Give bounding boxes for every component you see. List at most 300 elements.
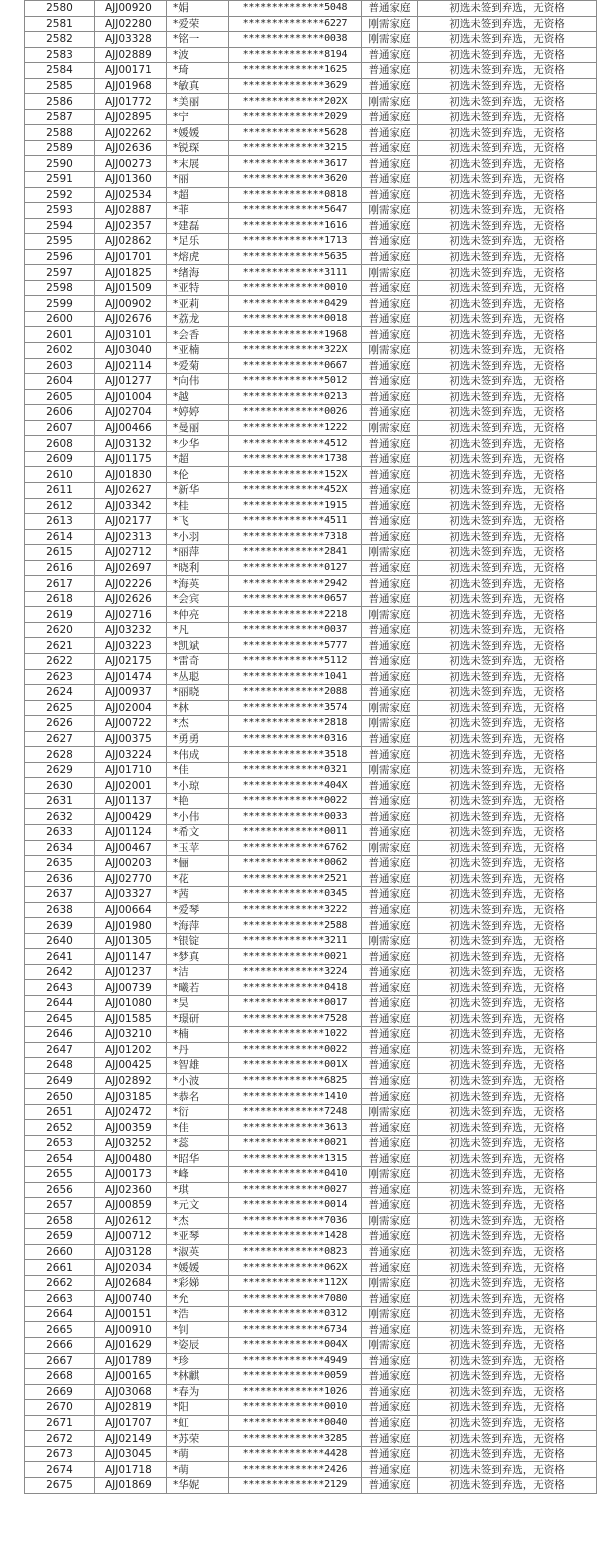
- row-number: 2590: [25, 156, 95, 172]
- table-row: [25, 467, 597, 483]
- row-number: 2589: [25, 140, 95, 156]
- applicant-name: *姿辰: [167, 1338, 229, 1354]
- applicant-code: AJJ02712: [95, 545, 167, 561]
- row-number: 2632: [25, 809, 95, 825]
- applicant-name: *允: [167, 1291, 229, 1307]
- table-row: [25, 94, 597, 110]
- family-type: 普通家庭: [362, 653, 418, 669]
- applicant-name: *媛媛: [167, 1260, 229, 1276]
- applicant-name: *璟研: [167, 1011, 229, 1027]
- row-number: 2653: [25, 1135, 95, 1151]
- id-number: **************4512: [229, 436, 362, 452]
- result-status: 初选未签到弃选，无资格: [418, 653, 597, 669]
- table-row: [25, 964, 597, 980]
- applicant-name: *峰: [167, 1167, 229, 1183]
- id-number: **************1315: [229, 1151, 362, 1167]
- result-status: 初选未签到弃选，无资格: [418, 622, 597, 638]
- family-type: 普通家庭: [362, 1011, 418, 1027]
- applicant-code: AJJ01360: [95, 172, 167, 188]
- row-number: 2616: [25, 560, 95, 576]
- applicant-code: AJJ03128: [95, 1244, 167, 1260]
- table-row: [25, 187, 597, 203]
- id-number: **************7318: [229, 529, 362, 545]
- applicant-name: *智雄: [167, 1058, 229, 1074]
- result-table-body: [25, 1, 597, 1494]
- applicant-code: AJJ02676: [95, 311, 167, 327]
- applicant-code: AJJ03132: [95, 436, 167, 452]
- family-type: 普通家庭: [362, 1446, 418, 1462]
- id-number: **************1738: [229, 451, 362, 467]
- row-number: 2625: [25, 700, 95, 716]
- table-row: [25, 389, 597, 405]
- applicant-code: AJJ02819: [95, 1400, 167, 1416]
- row-number: 2609: [25, 451, 95, 467]
- id-number: **************404X: [229, 778, 362, 794]
- applicant-name: *琪: [167, 1182, 229, 1198]
- family-type: 普通家庭: [362, 902, 418, 918]
- id-number: **************0410: [229, 1167, 362, 1183]
- result-status: 初选未签到弃选，无资格: [418, 1027, 597, 1043]
- applicant-name: *新华: [167, 482, 229, 498]
- family-type: 普通家庭: [362, 311, 418, 327]
- applicant-code: AJJ00467: [95, 840, 167, 856]
- applicant-name: *曼丽: [167, 420, 229, 436]
- id-number: **************2426: [229, 1462, 362, 1478]
- applicant-code: AJJ01080: [95, 996, 167, 1012]
- applicant-code: AJJ02892: [95, 1073, 167, 1089]
- family-type: 普通家庭: [362, 576, 418, 592]
- id-number: **************152X: [229, 467, 362, 483]
- family-type: 普通家庭: [362, 1058, 418, 1074]
- applicant-code: AJJ00173: [95, 1167, 167, 1183]
- row-number: 2661: [25, 1260, 95, 1276]
- table-row: [25, 436, 597, 452]
- applicant-name: *洁: [167, 964, 229, 980]
- result-status: 初选未签到弃选，无资格: [418, 1369, 597, 1385]
- table-row: [25, 343, 597, 359]
- applicant-name: *银锭: [167, 933, 229, 949]
- applicant-code: AJJ03252: [95, 1135, 167, 1151]
- family-type: 普通家庭: [362, 1431, 418, 1447]
- applicant-name: *婷婷: [167, 405, 229, 421]
- family-type: 刚需家庭: [362, 545, 418, 561]
- applicant-code: AJJ03328: [95, 32, 167, 48]
- applicant-name: *爱菊: [167, 358, 229, 374]
- row-number: 2631: [25, 793, 95, 809]
- family-type: 普通家庭: [362, 887, 418, 903]
- applicant-name: *凡: [167, 622, 229, 638]
- applicant-code: AJJ02313: [95, 529, 167, 545]
- row-number: 2646: [25, 1027, 95, 1043]
- applicant-name: *越: [167, 389, 229, 405]
- applicant-code: AJJ02716: [95, 607, 167, 623]
- family-type: 刚需家庭: [362, 16, 418, 32]
- result-status: 初选未签到弃选，无资格: [418, 871, 597, 887]
- applicant-name: *萌: [167, 1462, 229, 1478]
- table-row: [25, 16, 597, 32]
- family-type: 普通家庭: [362, 1415, 418, 1431]
- applicant-code: AJJ02472: [95, 1104, 167, 1120]
- applicant-name: *亚莉: [167, 296, 229, 312]
- row-number: 2583: [25, 47, 95, 63]
- applicant-name: *希文: [167, 824, 229, 840]
- id-number: **************0213: [229, 389, 362, 405]
- applicant-code: AJJ02357: [95, 218, 167, 234]
- id-number: **************3620: [229, 172, 362, 188]
- row-number: 2581: [25, 16, 95, 32]
- row-number: 2606: [25, 405, 95, 421]
- family-type: 普通家庭: [362, 529, 418, 545]
- result-status: 初选未签到弃选，无资格: [418, 296, 597, 312]
- row-number: 2666: [25, 1338, 95, 1354]
- table-row: [25, 685, 597, 701]
- applicant-name: *伟成: [167, 747, 229, 763]
- table-row: [25, 482, 597, 498]
- table-row: [25, 1073, 597, 1089]
- id-number: **************0021: [229, 949, 362, 965]
- applicant-name: *昊: [167, 996, 229, 1012]
- row-number: 2672: [25, 1431, 95, 1447]
- row-number: 2588: [25, 125, 95, 141]
- result-status: 初选未签到弃选，无资格: [418, 887, 597, 903]
- row-number: 2649: [25, 1073, 95, 1089]
- id-number: **************2942: [229, 576, 362, 592]
- row-number: 2642: [25, 964, 95, 980]
- applicant-name: *小伟: [167, 809, 229, 825]
- applicant-code: AJJ02175: [95, 653, 167, 669]
- applicant-code: AJJ01980: [95, 918, 167, 934]
- table-row: [25, 716, 597, 732]
- applicant-code: AJJ02636: [95, 140, 167, 156]
- applicant-name: *熔虎: [167, 249, 229, 265]
- family-type: 刚需家庭: [362, 32, 418, 48]
- applicant-name: *佳: [167, 762, 229, 778]
- family-type: 普通家庭: [362, 1260, 418, 1276]
- row-number: 2626: [25, 716, 95, 732]
- result-status: 初选未签到弃选，无资格: [418, 374, 597, 390]
- table-row: [25, 824, 597, 840]
- row-number: 2601: [25, 327, 95, 343]
- result-status: 初选未签到弃选，无资格: [418, 63, 597, 79]
- applicant-name: *楠: [167, 1027, 229, 1043]
- result-status: 初选未签到弃选，无资格: [418, 343, 597, 359]
- applicant-name: *荔龙: [167, 311, 229, 327]
- table-row: [25, 529, 597, 545]
- applicant-name: *亚琴: [167, 1229, 229, 1245]
- id-number: **************2521: [229, 871, 362, 887]
- row-number: 2617: [25, 576, 95, 592]
- id-number: **************0026: [229, 405, 362, 421]
- row-number: 2594: [25, 218, 95, 234]
- applicant-name: *丹: [167, 1042, 229, 1058]
- table-row: [25, 514, 597, 530]
- id-number: **************4511: [229, 514, 362, 530]
- result-status: 初选未签到弃选，无资格: [418, 1260, 597, 1276]
- family-type: 普通家庭: [362, 1198, 418, 1214]
- row-number: 2596: [25, 249, 95, 265]
- id-number: **************0345: [229, 887, 362, 903]
- table-row: [25, 1198, 597, 1214]
- result-status: 初选未签到弃选，无资格: [418, 1167, 597, 1183]
- applicant-name: *亚楠: [167, 343, 229, 359]
- id-number: **************5048: [229, 1, 362, 17]
- row-number: 2670: [25, 1400, 95, 1416]
- applicant-name: *杰: [167, 1213, 229, 1229]
- applicant-code: AJJ00203: [95, 856, 167, 872]
- id-number: **************0818: [229, 187, 362, 203]
- id-number: **************0316: [229, 731, 362, 747]
- applicant-name: *丽: [167, 172, 229, 188]
- table-row: [25, 856, 597, 872]
- id-number: **************2841: [229, 545, 362, 561]
- row-number: 2621: [25, 638, 95, 654]
- table-row: [25, 1353, 597, 1369]
- family-type: 普通家庭: [362, 1135, 418, 1151]
- family-type: 普通家庭: [362, 669, 418, 685]
- result-status: 初选未签到弃选，无资格: [418, 949, 597, 965]
- table-row: [25, 731, 597, 747]
- applicant-name: *桂: [167, 498, 229, 514]
- id-number: **************2218: [229, 607, 362, 623]
- row-number: 2595: [25, 234, 95, 250]
- id-number: **************0667: [229, 358, 362, 374]
- applicant-name: *海英: [167, 576, 229, 592]
- table-row: [25, 1338, 597, 1354]
- applicant-name: *小羽: [167, 529, 229, 545]
- id-number: **************0014: [229, 1198, 362, 1214]
- applicant-code: AJJ02360: [95, 1182, 167, 1198]
- result-status: 初选未签到弃选，无资格: [418, 1, 597, 17]
- family-type: 普通家庭: [362, 793, 418, 809]
- applicant-code: AJJ02149: [95, 1431, 167, 1447]
- result-status: 初选未签到弃选，无资格: [418, 1089, 597, 1105]
- applicant-code: AJJ00722: [95, 716, 167, 732]
- applicant-name: *艳: [167, 793, 229, 809]
- applicant-code: AJJ02697: [95, 560, 167, 576]
- family-type: 普通家庭: [362, 63, 418, 79]
- applicant-name: *绪海: [167, 265, 229, 281]
- family-type: 普通家庭: [362, 1089, 418, 1105]
- applicant-code: AJJ01137: [95, 793, 167, 809]
- result-status: 初选未签到弃选，无资格: [418, 1058, 597, 1074]
- applicant-name: *俪: [167, 856, 229, 872]
- table-row: [25, 327, 597, 343]
- family-type: 普通家庭: [362, 1291, 418, 1307]
- family-type: 普通家庭: [362, 591, 418, 607]
- family-type: 普通家庭: [362, 1322, 418, 1338]
- table-row: [25, 933, 597, 949]
- row-number: 2669: [25, 1384, 95, 1400]
- family-type: 普通家庭: [362, 560, 418, 576]
- family-type: 普通家庭: [362, 1120, 418, 1136]
- row-number: 2638: [25, 902, 95, 918]
- applicant-name: *爱荣: [167, 16, 229, 32]
- row-number: 2639: [25, 918, 95, 934]
- family-type: 普通家庭: [362, 47, 418, 63]
- result-status: 初选未签到弃选，无资格: [418, 405, 597, 421]
- applicant-name: *菲: [167, 203, 229, 219]
- result-status: 初选未签到弃选，无资格: [418, 1151, 597, 1167]
- applicant-name: *海萍: [167, 918, 229, 934]
- result-status: 初选未签到弃选，无资格: [418, 140, 597, 156]
- family-type: 普通家庭: [362, 78, 418, 94]
- result-status: 初选未签到弃选，无资格: [418, 1011, 597, 1027]
- applicant-code: AJJ01202: [95, 1042, 167, 1058]
- family-type: 普通家庭: [362, 778, 418, 794]
- applicant-code: AJJ03185: [95, 1089, 167, 1105]
- id-number: **************6734: [229, 1322, 362, 1338]
- table-row: [25, 902, 597, 918]
- table-row: [25, 576, 597, 592]
- id-number: **************2029: [229, 109, 362, 125]
- result-status: 初选未签到弃选，无资格: [418, 1229, 597, 1245]
- applicant-code: AJJ01629: [95, 1338, 167, 1354]
- result-status: 初选未签到弃选，无资格: [418, 1306, 597, 1322]
- row-number: 2585: [25, 78, 95, 94]
- applicant-code: AJJ01710: [95, 762, 167, 778]
- table-row: [25, 78, 597, 94]
- family-type: 普通家庭: [362, 638, 418, 654]
- table-row: [25, 1400, 597, 1416]
- result-status: 初选未签到弃选，无资格: [418, 125, 597, 141]
- row-number: 2597: [25, 265, 95, 281]
- result-status: 初选未签到弃选，无资格: [418, 1104, 597, 1120]
- result-status: 初选未签到弃选，无资格: [418, 560, 597, 576]
- result-status: 初选未签到弃选，无资格: [418, 824, 597, 840]
- family-type: 普通家庭: [362, 1353, 418, 1369]
- result-status: 初选未签到弃选，无资格: [418, 1477, 597, 1493]
- applicant-code: AJJ00466: [95, 420, 167, 436]
- id-number: **************5012: [229, 374, 362, 390]
- applicant-code: AJJ02895: [95, 109, 167, 125]
- family-type: 刚需家庭: [362, 265, 418, 281]
- family-type: 普通家庭: [362, 1042, 418, 1058]
- id-number: **************3613: [229, 1120, 362, 1136]
- id-number: **************0022: [229, 793, 362, 809]
- table-row: [25, 545, 597, 561]
- applicant-name: *恭名: [167, 1089, 229, 1105]
- table-row: [25, 1120, 597, 1136]
- table-row: [25, 109, 597, 125]
- result-status: 初选未签到弃选，无资格: [418, 78, 597, 94]
- applicant-name: *梦真: [167, 949, 229, 965]
- row-number: 2591: [25, 172, 95, 188]
- id-number: **************6762: [229, 840, 362, 856]
- row-number: 2668: [25, 1369, 95, 1385]
- row-number: 2598: [25, 280, 95, 296]
- result-status: 初选未签到弃选，无资格: [418, 498, 597, 514]
- id-number: **************5635: [229, 249, 362, 265]
- result-status: 初选未签到弃选，无资格: [418, 514, 597, 530]
- applicant-code: AJJ02534: [95, 187, 167, 203]
- result-status: 初选未签到弃选，无资格: [418, 747, 597, 763]
- applicant-name: *春为: [167, 1384, 229, 1400]
- result-status: 初选未签到弃选，无资格: [418, 638, 597, 654]
- applicant-name: *雷奇: [167, 653, 229, 669]
- id-number: **************1968: [229, 327, 362, 343]
- applicant-name: *玉苹: [167, 840, 229, 856]
- family-type: 刚需家庭: [362, 1338, 418, 1354]
- applicant-code: AJJ01718: [95, 1462, 167, 1478]
- family-type: 普通家庭: [362, 140, 418, 156]
- row-number: 2648: [25, 1058, 95, 1074]
- result-status: 初选未签到弃选，无资格: [418, 591, 597, 607]
- applicant-code: AJJ02034: [95, 1260, 167, 1276]
- result-status: 初选未签到弃选，无资格: [418, 451, 597, 467]
- row-number: 2664: [25, 1306, 95, 1322]
- result-status: 初选未签到弃选，无资格: [418, 467, 597, 483]
- id-number: **************0010: [229, 280, 362, 296]
- applicant-name: *花: [167, 871, 229, 887]
- id-number: **************3285: [229, 1431, 362, 1447]
- applicant-name: *萌: [167, 1446, 229, 1462]
- table-row: [25, 405, 597, 421]
- result-status: 初选未签到弃选，无资格: [418, 980, 597, 996]
- family-type: 普通家庭: [362, 1229, 418, 1245]
- applicant-name: *琦: [167, 63, 229, 79]
- applicant-code: AJJ02887: [95, 203, 167, 219]
- family-type: 普通家庭: [362, 824, 418, 840]
- row-number: 2647: [25, 1042, 95, 1058]
- table-row: [25, 358, 597, 374]
- applicant-name: *波: [167, 47, 229, 63]
- family-type: 普通家庭: [362, 871, 418, 887]
- table-row: [25, 172, 597, 188]
- applicant-name: *宁: [167, 109, 229, 125]
- applicant-code: AJJ02114: [95, 358, 167, 374]
- table-row: [25, 1306, 597, 1322]
- result-status: 初选未签到弃选，无资格: [418, 203, 597, 219]
- result-status: 初选未签到弃选，无资格: [418, 762, 597, 778]
- table-row: [25, 871, 597, 887]
- family-type: 刚需家庭: [362, 933, 418, 949]
- applicant-code: AJJ00920: [95, 1, 167, 17]
- result-table: [24, 0, 597, 1494]
- table-row: [25, 1275, 597, 1291]
- applicant-code: AJJ01474: [95, 669, 167, 685]
- table-row: [25, 1415, 597, 1431]
- applicant-name: *仲亮: [167, 607, 229, 623]
- result-status: 初选未签到弃选，无资格: [418, 436, 597, 452]
- family-type: 普通家庭: [362, 482, 418, 498]
- family-type: 普通家庭: [362, 358, 418, 374]
- row-number: 2673: [25, 1446, 95, 1462]
- applicant-code: AJJ01585: [95, 1011, 167, 1027]
- result-status: 初选未签到弃选，无资格: [418, 327, 597, 343]
- table-row: [25, 280, 597, 296]
- result-status: 初选未签到弃选，无资格: [418, 156, 597, 172]
- family-type: 刚需家庭: [362, 343, 418, 359]
- row-number: 2659: [25, 1229, 95, 1245]
- row-number: 2675: [25, 1477, 95, 1493]
- table-row: [25, 809, 597, 825]
- id-number: **************1625: [229, 63, 362, 79]
- id-number: **************5777: [229, 638, 362, 654]
- table-row: [25, 1011, 597, 1027]
- applicant-code: AJJ01869: [95, 1477, 167, 1493]
- applicant-code: AJJ00859: [95, 1198, 167, 1214]
- family-type: 普通家庭: [362, 280, 418, 296]
- applicant-code: AJJ01968: [95, 78, 167, 94]
- table-row: [25, 747, 597, 763]
- applicant-name: *媛媛: [167, 125, 229, 141]
- family-type: 普通家庭: [362, 125, 418, 141]
- family-type: 普通家庭: [362, 622, 418, 638]
- table-row: [25, 1369, 597, 1385]
- result-status: 初选未签到弃选，无资格: [418, 187, 597, 203]
- table-row: [25, 1027, 597, 1043]
- table-row: [25, 591, 597, 607]
